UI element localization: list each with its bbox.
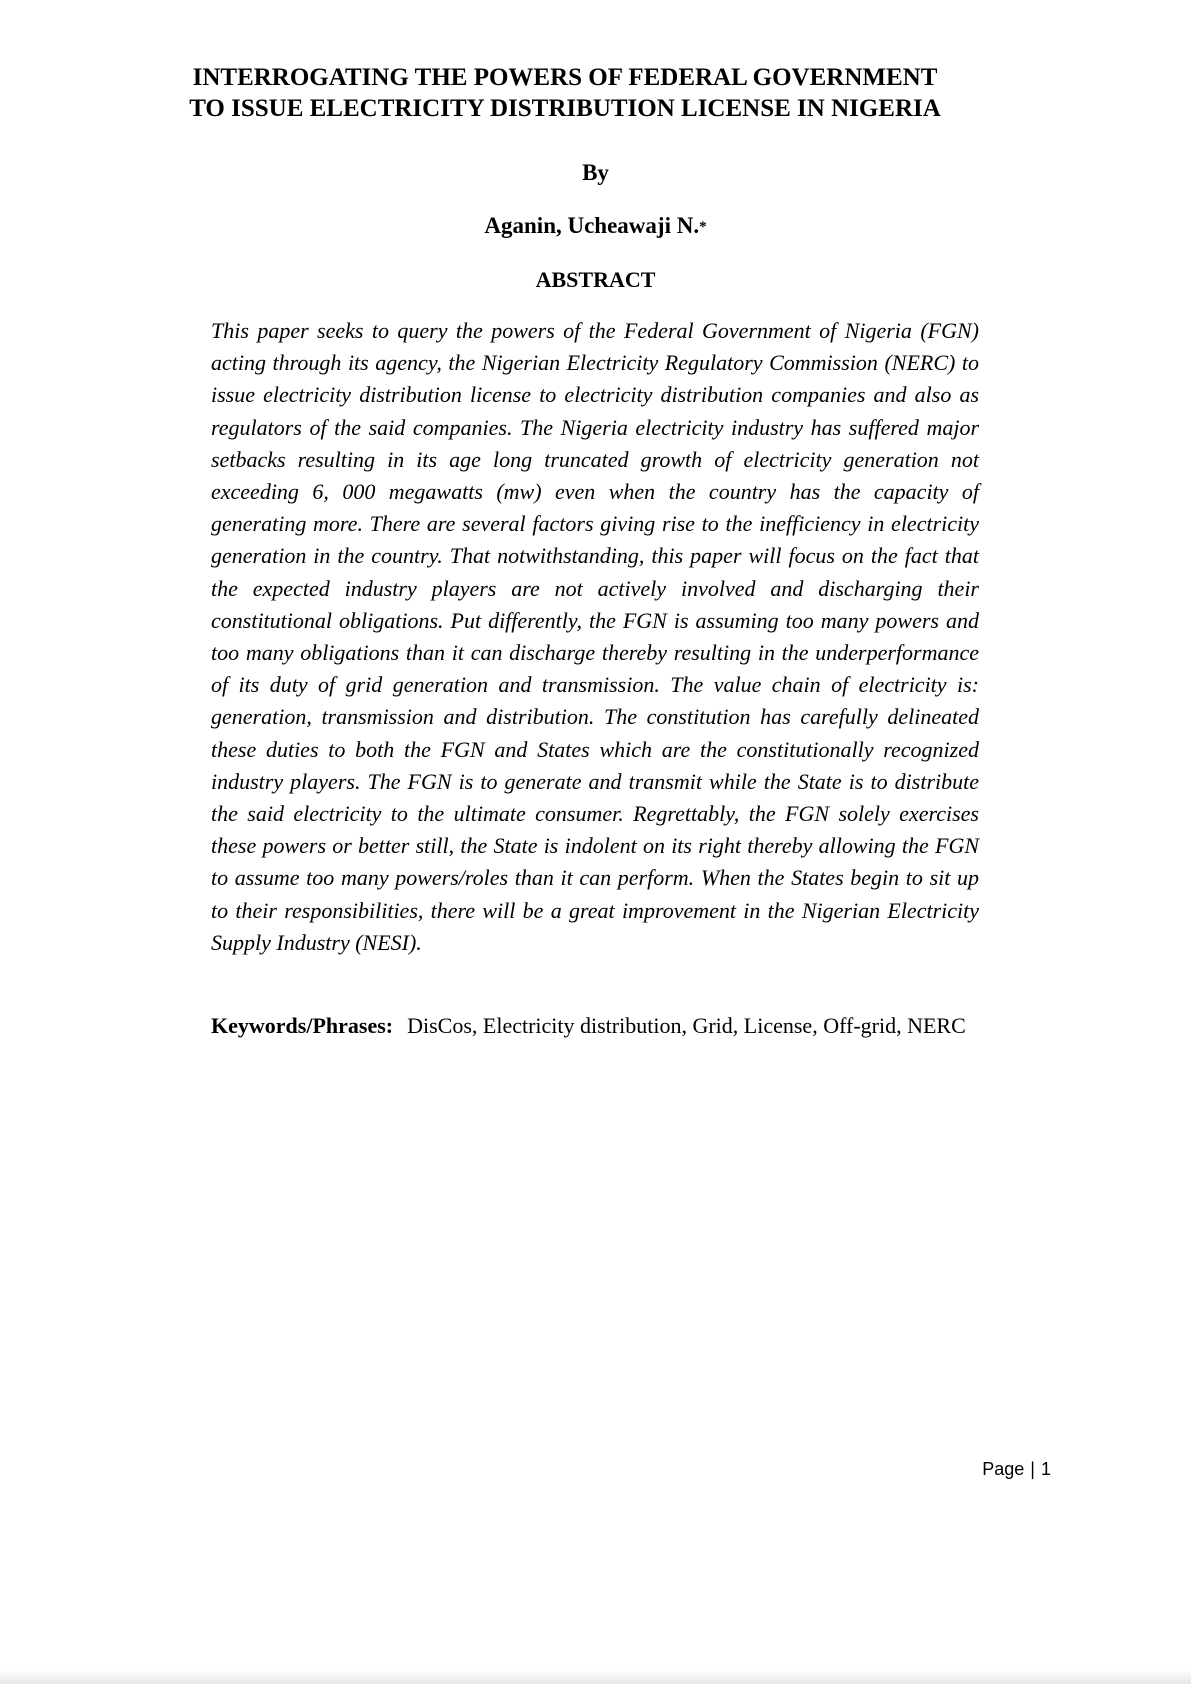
abstract-heading: ABSTRACT: [535, 267, 656, 292]
page-number-footer: [982, 1458, 1051, 1480]
abstract-text: This paper seeks to query the powers of the Federal Government of Nigeria (FGN) acting through its agency, the Nigerian Electricity Regulatory Commission (NERC) to issue electricity distribution license to electricity distribution companies and also as regulators of the said companies. The Nigeria electricity industry has suffered major setbacks resulting in its age long truncated growth of electricity generation not exceeding 6, 000 megawatts (mw) even when the country has the capacity of generating more. There are several factors giving rise to the inefficiency in electricity generation in the country. That notwithstanding, this paper will focus on the fact that the expected industry players are not actively involved and discharging their constitutional obligations. Put differently, the FGN is assuming too many powers and too many obligations than it can discharge thereby resulting in the underperformance of its duty of grid generation and transmission. The value chain of electricity is: generation, transmission and distribution. The constitution has carefully delineated these duties to both the FGN and States which are the constitutionally recognized industry players. The FGN is to generate and transmit while the State is to distribute the said electricity to the ultimate consumer. Regrettably, the FGN solely exercises these powers or better still, the State is indolent on its right thereby allowing the FGN to assume too many powers/roles than it can perform. When the States begin to sit up to their responsibilities, there will be a great improvement in the Nigerian Electricity Supply Industry (NESI).: [211, 318, 979, 955]
page-label: Page: [982, 1459, 1025, 1479]
page-number: 1: [1040, 1459, 1051, 1479]
keywords-section: [211, 1010, 979, 1042]
by-line: By: [582, 160, 609, 185]
author-footnote-mark: *: [699, 219, 707, 235]
paper-title: [150, 62, 980, 124]
author-name: Aganin, Ucheawaji N.: [484, 213, 700, 238]
keywords-list: DisCos, Electricity distribution, Grid, License, Off-grid, NERC: [407, 1013, 966, 1038]
page-bottom-edge: [0, 1670, 1191, 1684]
author-line: [0, 212, 1191, 241]
paper-title-line-1: INTERROGATING THE POWERS OF FEDERAL GOVERNMENT: [192, 64, 938, 91]
page-separator: |: [1030, 1459, 1035, 1479]
keywords-label: Keywords/Phrases:: [211, 1013, 394, 1038]
paper-title-line-2: TO ISSUE ELECTRICITY DISTRIBUTION LICENSE IN NIGERIA: [189, 95, 941, 122]
